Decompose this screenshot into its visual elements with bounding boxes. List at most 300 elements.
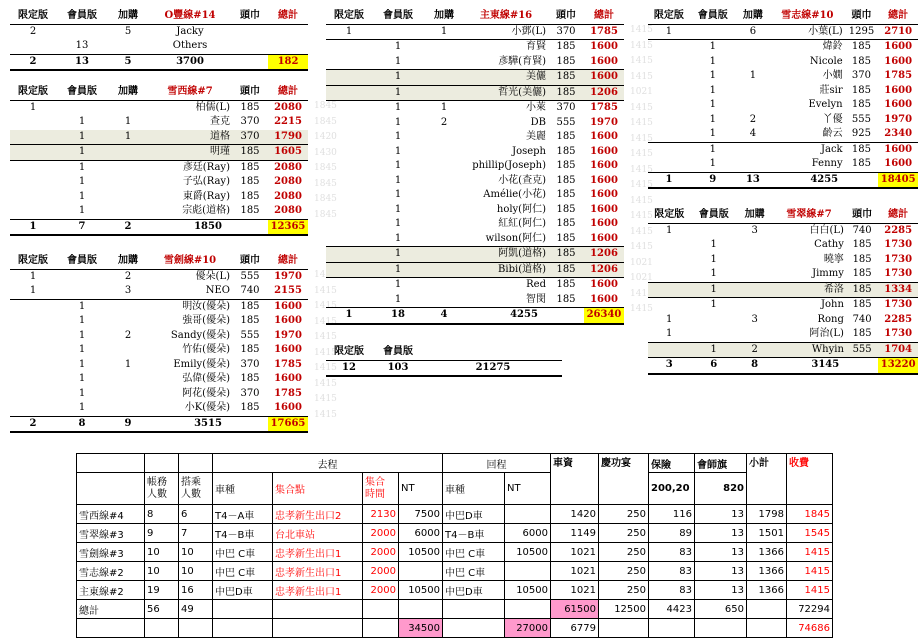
cell: 2000 — [363, 581, 399, 600]
cell: 1 — [666, 313, 673, 325]
cell — [10, 115, 56, 130]
cell: 185 — [240, 101, 260, 113]
acct-count-header: 帳務 人數 — [145, 473, 179, 505]
cell: 1 — [710, 343, 717, 355]
cell — [648, 127, 690, 142]
cell — [648, 267, 690, 282]
cell: 1021 — [551, 543, 599, 562]
cell — [736, 84, 770, 99]
cell: 13 — [695, 581, 747, 600]
cell — [213, 619, 273, 638]
party-header: 慶功宴 — [599, 454, 649, 505]
table-row — [326, 40, 624, 55]
cell: 1600 — [884, 41, 913, 53]
table-row — [10, 329, 308, 344]
faded-value: 1415 — [630, 102, 653, 113]
cell: 370 — [851, 70, 872, 82]
cell: 185 — [240, 373, 260, 385]
faded-value: 1415 — [630, 40, 653, 51]
cell: 8 — [737, 358, 772, 374]
cell — [648, 253, 690, 268]
cell: 740 — [852, 224, 872, 236]
cell — [326, 247, 372, 263]
cell: 370 — [556, 102, 576, 114]
table-row — [326, 130, 624, 145]
cell: 小鄧(L) — [511, 25, 546, 37]
cell: 美儷 — [526, 71, 546, 83]
cell — [424, 174, 464, 189]
cell: 1600 — [590, 160, 618, 172]
cell: 1 — [394, 263, 402, 275]
cell — [747, 600, 787, 619]
cell — [424, 55, 464, 70]
cell: 1 — [326, 308, 372, 324]
cell — [326, 293, 372, 308]
cell: 3145 — [772, 358, 878, 374]
table-row — [326, 85, 624, 101]
line-title: O豐線#14 — [148, 9, 232, 24]
cell — [77, 619, 145, 638]
header-plus: 加購 — [108, 254, 148, 269]
cell: 1 — [78, 130, 86, 142]
cell: 忠孝新生出口2 — [273, 505, 363, 524]
cell: 370 — [240, 130, 260, 142]
cell — [443, 600, 505, 619]
cell: 2 — [10, 54, 56, 70]
cell: 116 — [649, 505, 695, 524]
cell: 中巴 C車 — [213, 562, 273, 581]
cell — [737, 267, 772, 282]
cell: 2000 — [363, 543, 399, 562]
cell: 83 — [649, 562, 695, 581]
cell — [443, 619, 505, 638]
faded-value: 1415 — [630, 288, 653, 299]
cell: 13 — [736, 172, 770, 188]
cell: 明汝(優朵) — [182, 300, 230, 312]
cell — [326, 217, 372, 232]
cell: 3 — [751, 224, 758, 236]
header-total: 總計 — [268, 85, 308, 100]
table-row — [648, 69, 918, 84]
cell: 1149 — [551, 524, 599, 543]
cell: 925 — [851, 128, 872, 140]
cell: 雪西線#4 — [77, 505, 145, 524]
cell: 1 — [394, 131, 402, 143]
subtotal-header: 小計 — [747, 454, 787, 505]
cell: 185 — [556, 203, 576, 215]
cell: 185 — [852, 239, 872, 251]
cell: 1600 — [590, 55, 618, 67]
cell: 185 — [240, 146, 260, 158]
cell: T4－A車 — [213, 505, 273, 524]
faded-value: 1415 — [314, 316, 337, 327]
cell: 185 — [240, 205, 260, 217]
faded-value: 1415 — [314, 285, 337, 296]
cell: 2285 — [884, 224, 913, 236]
cell: 1021 — [551, 581, 599, 600]
cell: 1545 — [787, 524, 833, 543]
cell: 彥驊(育賢) — [498, 55, 546, 67]
total-row — [10, 54, 308, 70]
faded-value: 1415 — [314, 378, 337, 389]
cell — [56, 269, 108, 284]
cell: 12500 — [599, 600, 649, 619]
table-row — [326, 101, 624, 116]
cell: 8 — [56, 416, 108, 432]
cell: Nicole — [809, 55, 843, 67]
cell: 17665 — [268, 416, 308, 432]
cell: 185 — [240, 176, 260, 188]
cell: 1970 — [274, 270, 302, 282]
cell: 9 — [108, 416, 148, 432]
header-limited: 限定版 — [648, 208, 690, 223]
table-row — [326, 188, 624, 203]
cell: 72294 — [787, 600, 833, 619]
cell: 83 — [649, 543, 695, 562]
cell — [326, 278, 372, 293]
cell: 185 — [240, 190, 260, 202]
line-title: 雪西線#7 — [148, 85, 232, 100]
table-row — [77, 524, 833, 543]
table-row — [10, 145, 308, 161]
cell: 250 — [599, 543, 649, 562]
cell — [326, 130, 372, 145]
table-row — [648, 267, 918, 282]
cell — [10, 343, 56, 358]
cell — [108, 204, 148, 219]
cell: 21275 — [424, 360, 562, 376]
cell: 1 — [394, 86, 402, 98]
cell: 1 — [710, 239, 717, 251]
cell: 1 — [709, 128, 716, 140]
cell: 1 — [709, 158, 716, 170]
cell: 1798 — [747, 505, 787, 524]
cell: 185 — [556, 55, 576, 67]
table-row — [648, 142, 918, 157]
cell: 哲光(美儷) — [498, 86, 546, 98]
cell — [232, 39, 268, 54]
cell: Bibi(道格) — [498, 263, 546, 275]
header-scarf: 頭巾 — [232, 9, 268, 24]
cell: 明瑾 — [210, 146, 230, 158]
table-row — [648, 282, 918, 298]
table-row — [648, 113, 918, 128]
cell: Sandy(優朵) — [170, 329, 230, 341]
cell: 1790 — [274, 130, 302, 142]
cell — [232, 24, 268, 39]
cell: 1600 — [590, 131, 618, 143]
faded-value: 1415 — [630, 56, 653, 66]
faded-value: 1415 — [314, 332, 337, 342]
table-row — [10, 358, 308, 373]
cell — [424, 232, 464, 247]
total-row — [648, 172, 918, 188]
cell: 1785 — [590, 102, 618, 114]
cell: 1600 — [590, 189, 618, 201]
total-row — [326, 360, 562, 376]
cell — [424, 159, 464, 174]
cell: 13 — [695, 562, 747, 581]
cell: 查克 — [210, 116, 230, 128]
cell: 8 — [145, 505, 179, 524]
cell: 103 — [372, 360, 424, 376]
fare-header: 車資 — [551, 454, 599, 505]
cell: 忠孝新生出口1 — [273, 562, 363, 581]
cell — [648, 113, 690, 128]
cell: 子弘(Ray) — [182, 176, 230, 188]
line-title: 雪劍線#10 — [148, 254, 232, 269]
table-row — [326, 262, 624, 278]
nt-header: NT — [399, 473, 443, 505]
cell: 370 — [240, 387, 260, 399]
cell: 555 — [851, 113, 872, 125]
table-row — [648, 84, 918, 99]
cell: 89 — [649, 524, 695, 543]
cell — [737, 253, 772, 268]
cell: 1600 — [274, 300, 302, 312]
cell: 1415 — [787, 543, 833, 562]
cell — [179, 454, 213, 473]
cell: 1600 — [590, 279, 618, 291]
table-row — [648, 253, 918, 268]
cell: 1 — [394, 203, 402, 215]
cell — [505, 562, 551, 581]
cell — [648, 55, 690, 70]
line-title: 主東線#16 — [464, 9, 548, 24]
cell: 1 — [78, 315, 86, 327]
table-row — [648, 40, 918, 55]
cell: 4423 — [649, 600, 695, 619]
insurance-header: 保險 — [649, 454, 695, 473]
cell: 2080 — [274, 161, 302, 173]
cell: 1600 — [590, 293, 618, 305]
mid-summary-table — [326, 345, 562, 377]
faded-value: 1415 — [314, 347, 337, 358]
cell: 阿凱(道格) — [498, 248, 546, 260]
cell: 1 — [394, 279, 402, 291]
cell — [648, 238, 690, 253]
cell — [10, 329, 56, 344]
cell: 1785 — [274, 387, 302, 399]
cell: 10 — [145, 562, 179, 581]
cell: NEO — [205, 285, 230, 297]
faded-value: 1415 — [630, 25, 653, 35]
cell — [736, 98, 770, 113]
cell — [648, 69, 690, 84]
back-header: 回程 — [443, 454, 551, 473]
cell: 1 — [29, 270, 37, 282]
cell — [648, 84, 690, 99]
table-row — [10, 401, 308, 416]
cell: 1730 — [884, 253, 913, 265]
total-row — [10, 416, 308, 432]
cell: 道格 — [210, 130, 230, 142]
cell: 185 — [556, 232, 576, 244]
cell: 2710 — [884, 25, 913, 37]
zhudong-line-table — [326, 9, 653, 325]
header-limited: 限定版 — [648, 9, 690, 24]
cell: 185 — [851, 158, 872, 170]
table-row — [326, 174, 624, 189]
header-total: 總計 — [878, 208, 918, 223]
header-member: 會員版 — [690, 208, 737, 223]
cell: 1970 — [274, 329, 302, 341]
cell: 2080 — [274, 190, 302, 202]
header-limited: 限定版 — [10, 9, 56, 24]
cell: 1206 — [590, 86, 618, 98]
faded-value: 1415 — [630, 180, 653, 190]
cell — [10, 401, 56, 416]
cell — [690, 24, 736, 40]
cell: 齡云 — [822, 128, 843, 140]
cell: Whyin — [811, 343, 844, 355]
cell — [648, 298, 690, 313]
cell: 2340 — [884, 128, 913, 140]
header-total: 總計 — [268, 254, 308, 269]
cell — [747, 619, 787, 638]
table-row — [648, 298, 918, 313]
cell: 1 — [394, 160, 402, 172]
cell: 1 — [709, 41, 716, 53]
cell — [424, 203, 464, 218]
cell: 1206 — [590, 248, 618, 260]
cell: 3700 — [148, 54, 232, 70]
cell — [648, 342, 690, 358]
cell: 1366 — [747, 581, 787, 600]
cell: 1600 — [884, 143, 913, 155]
cell: Emily(優朵) — [173, 358, 230, 370]
cell — [10, 387, 56, 402]
cell: 49 — [179, 600, 213, 619]
table-row — [648, 24, 918, 40]
faded-value: 1415 — [314, 363, 337, 373]
cell: 185 — [556, 71, 576, 83]
cell: 1730 — [884, 268, 913, 280]
faded-value: 1415 — [314, 301, 337, 311]
cell: 1 — [29, 285, 37, 297]
table-row — [326, 232, 624, 247]
cell: 26340 — [584, 308, 624, 324]
vehicle-back-header: 車種 — [443, 473, 505, 505]
header-plus: 加購 — [736, 9, 770, 24]
cell: 1730 — [884, 328, 913, 340]
cell: 740 — [852, 313, 872, 325]
cell — [599, 619, 649, 638]
cell: 2 — [124, 270, 132, 282]
cell: 3 — [648, 358, 690, 374]
table-row — [326, 247, 624, 263]
cell: 育賢 — [526, 41, 546, 53]
cell: 13 — [56, 54, 108, 70]
cell — [108, 372, 148, 387]
cell: 61500 — [551, 600, 599, 619]
faded-value: 1415 — [630, 164, 653, 175]
cell: 1 — [78, 146, 86, 158]
cell: 185 — [240, 344, 260, 356]
o-line-table — [10, 9, 308, 71]
cell: 2 — [10, 416, 56, 432]
cell — [108, 175, 148, 190]
table-row — [10, 372, 308, 387]
cell: 83 — [649, 581, 695, 600]
cell: 1 — [394, 293, 402, 305]
cell: 2000 — [363, 562, 399, 581]
cell: 曉寧 — [823, 253, 844, 265]
cell — [213, 600, 273, 619]
cell: 6 — [749, 25, 757, 37]
cell: 總計 — [77, 600, 145, 619]
cell — [10, 160, 56, 175]
cell: 185 — [556, 131, 576, 143]
cell — [424, 262, 464, 278]
header-total: 總計 — [584, 9, 624, 24]
header-scarf: 頭巾 — [232, 85, 268, 100]
cell — [273, 619, 363, 638]
table-row — [326, 70, 624, 86]
cell — [363, 600, 399, 619]
cell — [736, 142, 770, 157]
cell: 4 — [749, 128, 757, 140]
cell — [10, 314, 56, 329]
cell: 1 — [709, 143, 716, 155]
cell: Jimmy — [812, 268, 844, 280]
table-row — [326, 293, 624, 308]
cell: 1 — [709, 55, 716, 67]
cell: 阿治(L) — [809, 328, 844, 340]
cell: 7500 — [399, 505, 443, 524]
cell — [363, 619, 399, 638]
table-row — [10, 24, 308, 39]
header-total: 總計 — [268, 9, 308, 24]
header-member: 會員版 — [56, 254, 108, 269]
table-row — [326, 24, 624, 40]
cell: 1730 — [884, 299, 913, 311]
cell — [648, 282, 690, 298]
cell: 1 — [394, 232, 402, 244]
total-row — [10, 219, 308, 235]
cell: 丫優 — [822, 113, 843, 125]
cell — [326, 188, 372, 203]
grand-total-row — [77, 619, 833, 638]
cell: Others — [172, 40, 208, 52]
cell: 台北車站 — [273, 524, 363, 543]
cell: 1366 — [747, 562, 787, 581]
cell: 1 — [394, 218, 402, 230]
cell — [77, 473, 145, 505]
faded-value: 1415 — [630, 149, 653, 159]
cell: 185 — [556, 174, 576, 186]
cell — [10, 204, 56, 219]
cell — [326, 55, 372, 70]
cell: 185 — [852, 328, 872, 340]
cell: 雪劍線#3 — [77, 543, 145, 562]
cell — [10, 358, 56, 373]
cell: 1415 — [787, 581, 833, 600]
faded-value: 1430 — [314, 147, 337, 158]
table-row — [10, 39, 308, 54]
cell: 中巴D車 — [443, 505, 505, 524]
cell: 1600 — [590, 218, 618, 230]
cell: 1600 — [884, 99, 913, 111]
cell: 2 — [29, 25, 37, 37]
header-plus: 加購 — [108, 9, 148, 24]
cell: 2215 — [274, 116, 302, 128]
cell — [326, 116, 372, 131]
total-row — [77, 600, 833, 619]
cell: 中巴D車 — [443, 581, 505, 600]
cell — [399, 600, 443, 619]
header-scarf: 頭巾 — [845, 9, 879, 24]
